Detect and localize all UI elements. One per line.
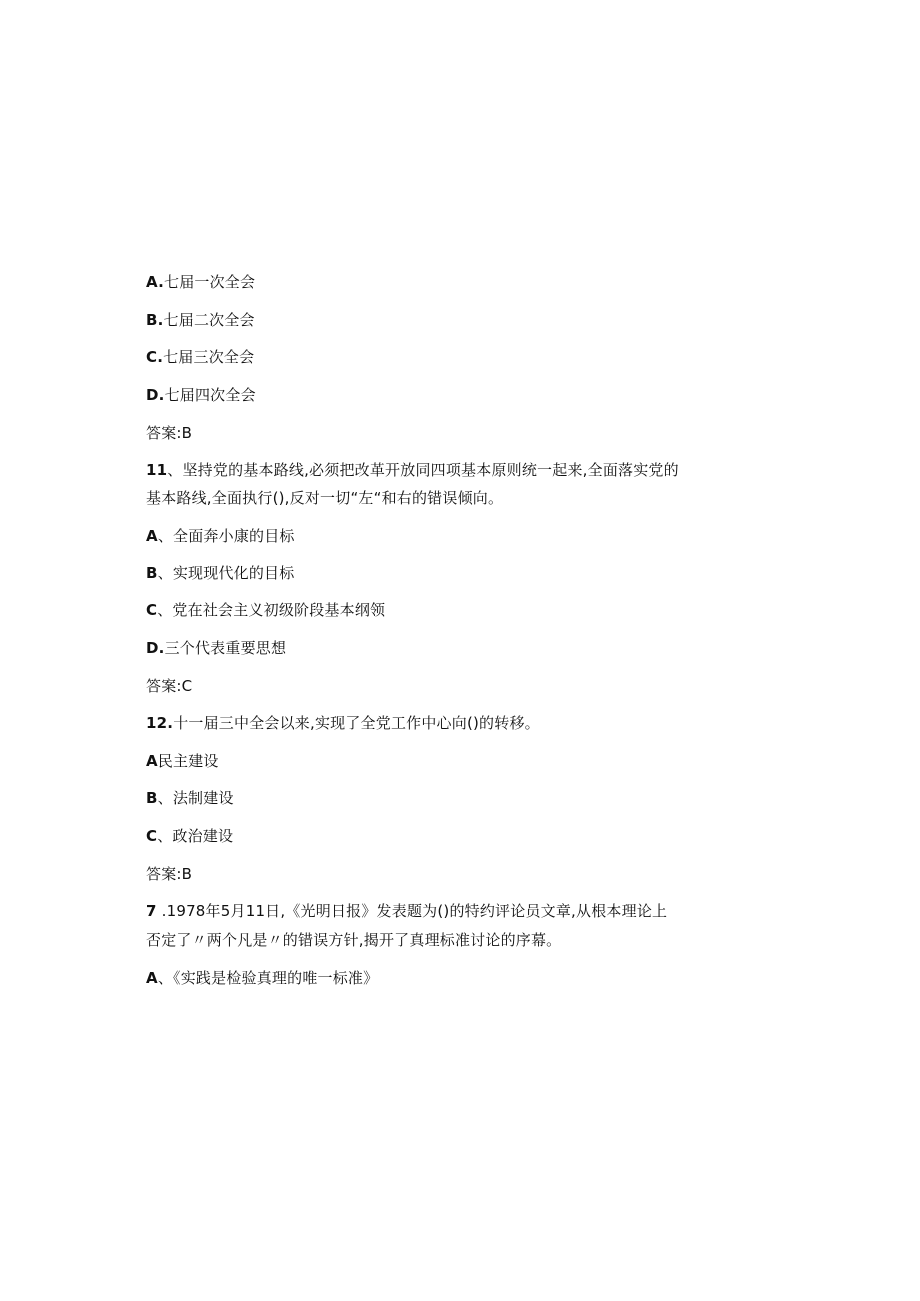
question-text: 否定了〃两个凡是〃的错误方针,揭开了真理标准讨论的序幕。 [146,931,562,949]
option-a-line [146,272,255,292]
question-11-line-2 [146,488,503,508]
question-11-line-1 [146,460,679,480]
option-text: 、政治建设 [157,827,234,845]
question-7-line-1 [146,901,667,921]
question-number: 7 [146,902,157,920]
option-text: 民主建设 [157,752,219,770]
option-text: 、实现现代化的目标 [157,564,295,582]
option-text: 七届二次全会 [163,311,255,329]
option-prefix: C [146,827,158,845]
question-7-line-2 [146,930,561,950]
option-a-line [146,526,295,546]
option-text: 七届四次全会 [164,386,256,404]
option-c-line [146,347,254,367]
answer-line [146,676,192,696]
option-text: 、党在社会主义初级阶段基本纲领 [157,601,386,619]
question-12-line [146,713,540,733]
option-text: 七届一次全会 [164,273,256,291]
question-number: 11 [146,461,168,479]
option-b-line [146,788,234,808]
answer-line [146,423,192,443]
option-prefix: B. [146,311,164,329]
option-prefix: A [146,752,158,770]
option-prefix: A [146,527,158,545]
option-text: 、《实践是检验真理的唯一标准》 [157,969,379,987]
question-text: .1978年5月11日,《光明日报》发表题为()的特约评论员文章,从根本理论上 [156,902,668,920]
option-prefix: A. [146,273,164,291]
option-c-line [146,600,385,620]
option-prefix: D. [146,639,165,657]
option-prefix: B [146,789,158,807]
option-text: 七届三次全会 [163,348,255,366]
answer-text: 答案:B [146,424,193,442]
option-prefix: B [146,564,158,582]
option-b-line [146,310,255,330]
option-prefix: C. [146,348,164,366]
option-text: 、法制建设 [157,789,234,807]
question-text: 、坚持党的基本路线,必须把改革开放同四项基本原则统一起来,全面落实党的 [167,461,679,479]
option-d-line [146,638,286,658]
option-text: 、全面奔小康的目标 [157,527,295,545]
answer-text: 答案:B [146,865,193,883]
answer-line [146,864,192,884]
option-b-line [146,563,294,583]
question-number: 12. [146,714,174,732]
question-text: 基本路线,全面执行(),反对一切“左“和右的错误倾向。 [146,489,504,507]
option-a-line [146,751,219,771]
option-prefix: C [146,601,158,619]
option-d-line [146,385,256,405]
question-text: 十一届三中全会以来,实现了全党工作中心向()的转移。 [173,714,540,732]
option-c-line [146,826,233,846]
option-a-line [146,968,378,988]
answer-text: 答案:C [146,677,193,695]
option-prefix: A [146,969,158,987]
option-prefix: D. [146,386,165,404]
option-text: 三个代表重要思想 [164,639,287,657]
